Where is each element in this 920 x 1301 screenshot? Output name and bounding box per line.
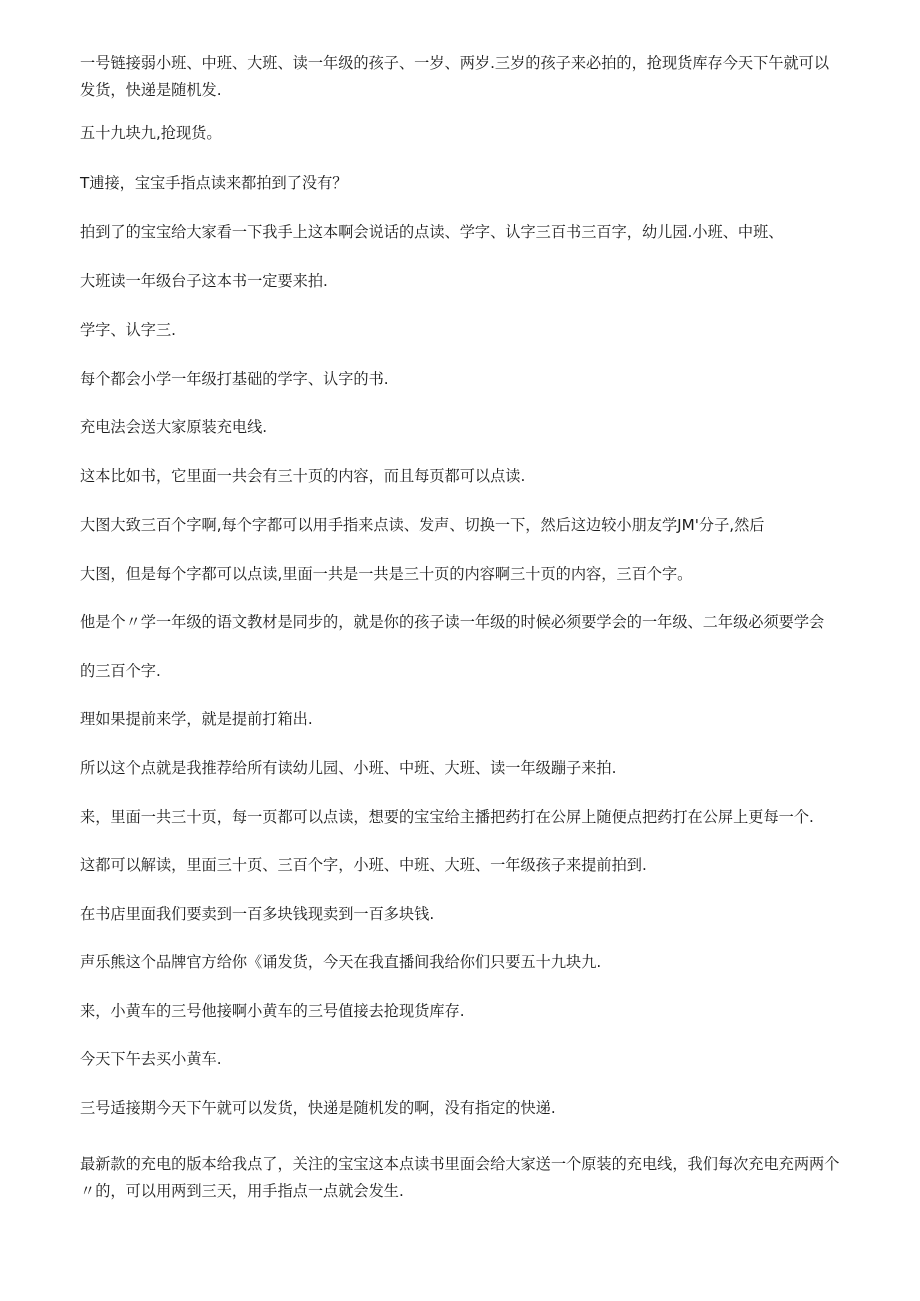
paragraph-1: 一号链接弱小班、中班、大班、读一年级的孩子、一岁、两岁.三岁的孩子来必拍的，抢现货库存今天下午就可以发货，快递是随机发. [80,54,830,99]
paragraph-22: 三号适接期今天下午就可以发货，快递是随机发的啊，没有指定的快递. [80,1099,556,1117]
paragraph-12: 他是个〃学一年级的语文教材是同步的，就是你的孩子读一年级的时候必须要学会的一年级、二年级必须要学会 [80,613,825,631]
paragraph-5: 大班读一年级台子这本书一定要来拍. [80,272,328,290]
paragraph-23: 最新款的充电的版本给我点了，关注的宝宝这本点读书里面会给大家送一个原装的充电线，我们每次充电充两两个〃的，可以用两到三天，用手指点一点就会发生. [80,1155,840,1200]
paragraph-8: 充电法会送大家原装充电线. [80,418,268,436]
paragraph-2: 五十九块九,抢现货。 [80,124,222,142]
paragraph-21: 今天下午去买小黄车. [80,1050,222,1068]
paragraph-11: 大图，但是每个字都可以点读,里面一共是一共是三十页的内容啊三十页的内容，三百个字。 [80,565,693,583]
paragraph-17: 这都可以解读，里面三十页、三百个字，小班、中班、大班、一年级孩子来提前拍到. [80,856,647,874]
paragraph-18: 在书店里面我们要卖到一百多块钱现卖到一百多块钱. [80,905,435,923]
paragraph-4: 拍到了的宝宝给大家看一下我手上这本啊会说话的点读、学字、认字三百书三百字，幼儿园.小班、中班、 [80,223,784,241]
paragraph-14: 理如果提前来学，就是提前打箱出. [80,710,313,728]
paragraph-6: 学字、认字三. [80,321,176,339]
paragraph-20: 来，小黄车的三号他接啊小黄车的三号值接去抢现货库存. [80,1002,465,1020]
paragraph-9: 这本比如书，它里面一共会有三十页的内容，而且每页都可以点读. [80,467,526,485]
paragraph-7: 每个都会小学一年级打基础的学字、认字的书. [80,370,389,388]
paragraph-13: 的三百个字. [80,662,161,680]
paragraph-19: 声乐熊这个品牌官方给你《诵发货，今天在我直播间我给你们只要五十九块九. [80,953,602,971]
paragraph-16: 来，里面一共三十页，每一页都可以点读，想要的宝宝给主播把药打在公屏上随便点把药打在公屏上更每一个. [80,808,814,826]
paragraph-10: 大图大致三百个字啊,每个字都可以用手指来点读、发声、切换一下，然后这边较小朋友学JM'分子,然后 [80,516,765,534]
paragraph-15: 所以这个点就是我推荐给所有读幼儿园、小班、中班、大班、读一年级蹦子来拍. [80,759,617,777]
paragraph-3: T逋接，宝宝手指点读来都拍到了没有？ [80,174,348,192]
